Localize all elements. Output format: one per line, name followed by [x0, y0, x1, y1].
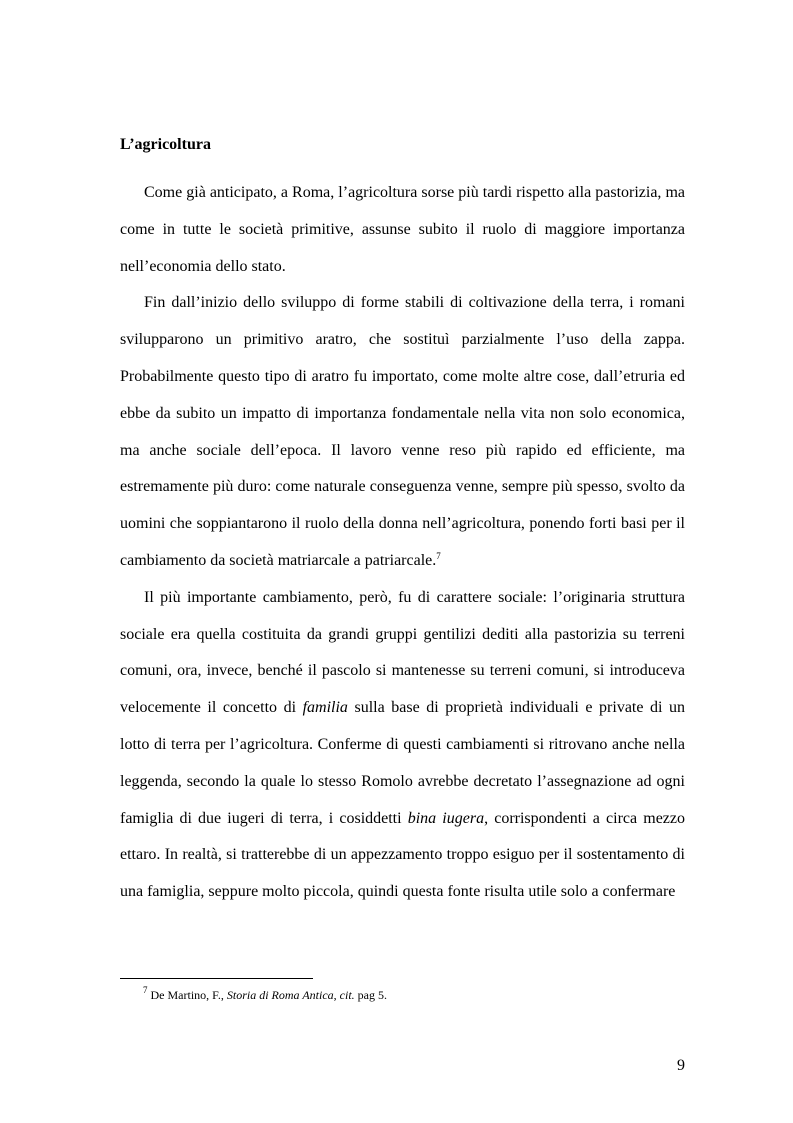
term-familia: familia	[302, 699, 348, 717]
paragraph-3-text-part-2: sulla base di proprietà individuali e private di un lotto di terra per l’agricoltura. Conferme di questi cambiamenti si ritrovano anche nella leggenda, secondo la quale lo stesso Romolo avrebbe decretato l’assegnazione ad ogni famiglia di due iugeri di terra, i cosiddetti	[120, 699, 686, 827]
page-number: 9	[677, 1057, 685, 1074]
paragraph-2-text: Fin dall’inizio dello sviluppo di forme stabili di coltivazione della terra, i romani svilupparono un primitivo aratro, che sostituì parzialmente l’uso della zappa. Probabilmente questo tipo di aratro fu importato, come molte altre cose, dall’etruria ed ebbe da subito un impatto di importanza fondamentale nella vita non solo economica, ma anche sociale dell’epoca. Il lavoro venne reso più rapido ed efficiente, ma estremamente più duro: come naturale conseguenza venne, sempre più spesso, svolto da uomini che soppiantarono il ruolo della donna nell’agricoltura, ponendo forti basi per il cambiamento da società matriarcale a patriarcale.	[120, 294, 685, 569]
paragraph-3-text-part-3: , corrispondenti a circa mezzo ettaro. In realtà, si tratterebbe di un appezzamento troppo esiguo per il sostentamento di una famiglia, seppure molto piccola, quindi questa fonte risulta utile solo a confermare	[120, 809, 685, 901]
footnote-separator	[120, 978, 313, 979]
footnote-title: Storia di Roma Antica	[226, 988, 334, 1002]
body-text	[120, 175, 685, 911]
paragraph-3-text-part-1: Il più importante cambiamento, però, fu di carattere sociale: l’originaria struttura sociale era quella costituita da grandi gruppi gentilizi dediti alla pastorizia su terreni comuni, ora, invece, benché il pascolo si mantenesse su terreni comuni, si introduceva velocemente il concetto di	[120, 588, 685, 717]
paragraph-1-text: Come già anticipato, a Roma, l’agricoltura sorse più tardi rispetto alla pastorizia, ma come in tutte le società primitive, assunse subito il ruolo di maggiore importanza nell’economia dello stato.	[120, 184, 685, 275]
footnote-separator-text: ,	[333, 988, 340, 1002]
paragraph-1	[120, 175, 685, 285]
term-bina-iugera: bina iugera	[407, 809, 485, 827]
section-heading: L’agricoltura	[120, 136, 211, 153]
footnote-number: 7	[143, 985, 148, 995]
paragraph-3	[120, 580, 685, 911]
footnote-page: pag 5.	[354, 988, 387, 1002]
footnote-reference[interactable]: 7	[436, 550, 441, 561]
footnote-cit: cit.	[339, 988, 355, 1002]
footnote-author: De Martino, F.,	[150, 988, 227, 1002]
footnote	[143, 987, 387, 1003]
paragraph-2	[120, 285, 685, 579]
